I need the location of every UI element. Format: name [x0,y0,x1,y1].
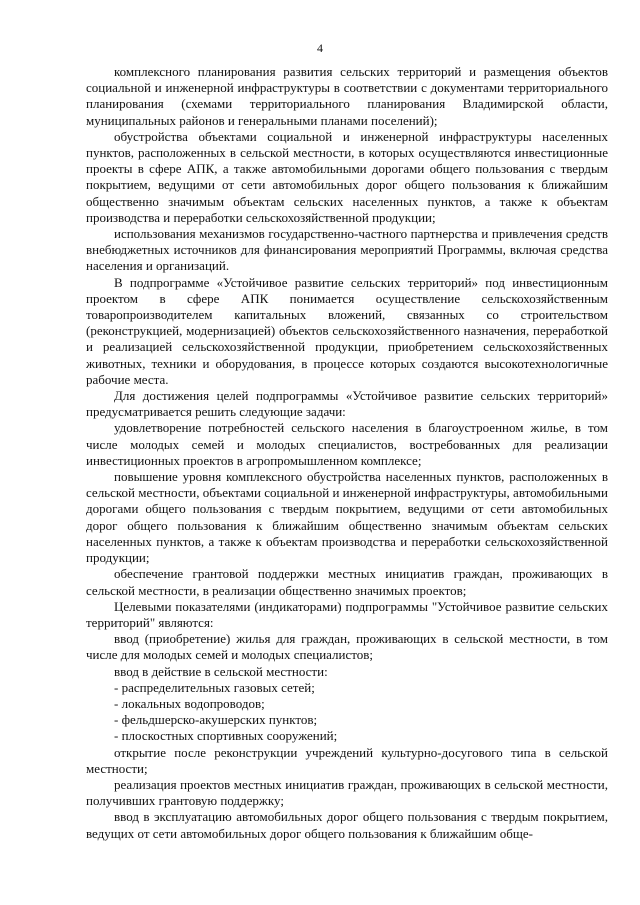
paragraph-task-grants: обеспечение грантовой поддержки местных инициатив граждан, проживающих в сельской местности, в реализации общественно значимых проектов; [86,566,608,598]
paragraph-planning: комплексного планирования развития сельских территорий и размещения объектов социальной и инженерной инфраструктуры в соответствии с документами территориального планирования (схемами территориального планирования Владимирской области, муниципальных районов и генеральными планами поселений); [86,64,608,128]
paragraph-task-settlements: повышение уровня комплексного обустройства населенных пунктов, расположенных в сельской местности, объектами социальной и инженерной инфраструктуры, автомобильными дорогами общего пользования с твердым покрытием, ведущими от сети автомобильных дорог общего пользования к ближайшим общественно значимым объектам сельских населенных пунктов, а также к объектам производства и переработки сельскохозяйственной продукции; [86,469,608,566]
paragraph-indicator-culture: открытие после реконструкции учреждений культурно-досугового типа в сельской местности; [86,744,608,776]
paragraph-indicator-roads: ввод в эксплуатацию автомобильных дорог общего пользования с твердым покрытием, ведущих от сети автомобильных дорог общего пользования к ближайшим обще- [86,809,608,841]
paragraph-investment-definition: В подпрограмме «Устойчивое развитие сельских территорий» под инвестиционным проектом в сфере АПК понимается осуществление сельскохозяйственным товаропроизводителем капитальных вложений, связанных со строительством (реконструкцией, модернизацией) объектов сельскохозяйственного назначения, переработкой и реализацией сельскохозяйственной продукции, приобретением сельскохозяйственных животных, техники и оборудования, в процессе которых создаются высокотехнологичные рабочие места. [86,274,608,387]
list-item-gas-networks: - распределительных газовых сетей; [114,679,315,695]
paragraph-partnership: использования механизмов государственно-частного партнерства и привлечения средств внебюджетных источников для финансирования мероприятий Программы, включая средства населения и организаций. [86,226,608,274]
paragraph-indicator-initiatives: реализация проектов местных инициатив граждан, проживающих в сельской местности, получивших грантовую поддержку; [86,776,608,809]
list-item-sports-facilities: - плоскостных спортивных сооружений; [114,728,338,744]
paragraph-indicator-commissioning: ввод в действие в сельской местности: [114,663,328,679]
paragraph-tasks-intro: Для достижения целей подпрограммы «Устойчивое развитие сельских территорий» предусматривается решить следующие задачи: [86,388,608,420]
paragraph-task-housing: удовлетворение потребностей сельского населения в благоустроенном жилье, в том числе молодых семей и молодых специалистов, востребованных для реализации инвестиционных проектов в агропромышленном комплексе; [86,420,608,468]
paragraph-indicators-intro: Целевыми показателями (индикаторами) подпрограммы "Устойчивое развитие сельских территорий" являются: [86,598,608,630]
page-number: 4 [317,41,323,55]
list-item-water-supply: - локальных водопроводов; [114,695,265,711]
list-item-medical-points: - фельдшерско-акушерских пунктов; [114,712,318,728]
paragraph-infrastructure: обустройства объектами социальной и инженерной инфраструктуры населенных пунктов, расположенных в сельской местности, в которых осуществляются инвестиционные проекты в сфере АПК, а также автомобильными дорогами общего пользования с твердым покрытием, ведущими от сети автомобильных дорог общего пользования к ближайшим общественно значимым объектам сельских населенных пунктов, а также к объектам производства и переработки сельскохозяйственной продукции; [86,128,608,225]
document-body [86,64,608,842]
paragraph-indicator-housing: ввод (приобретение) жилья для граждан, проживающих в сельской местности, в том числе для молодых семей и молодых специалистов; [86,631,608,663]
